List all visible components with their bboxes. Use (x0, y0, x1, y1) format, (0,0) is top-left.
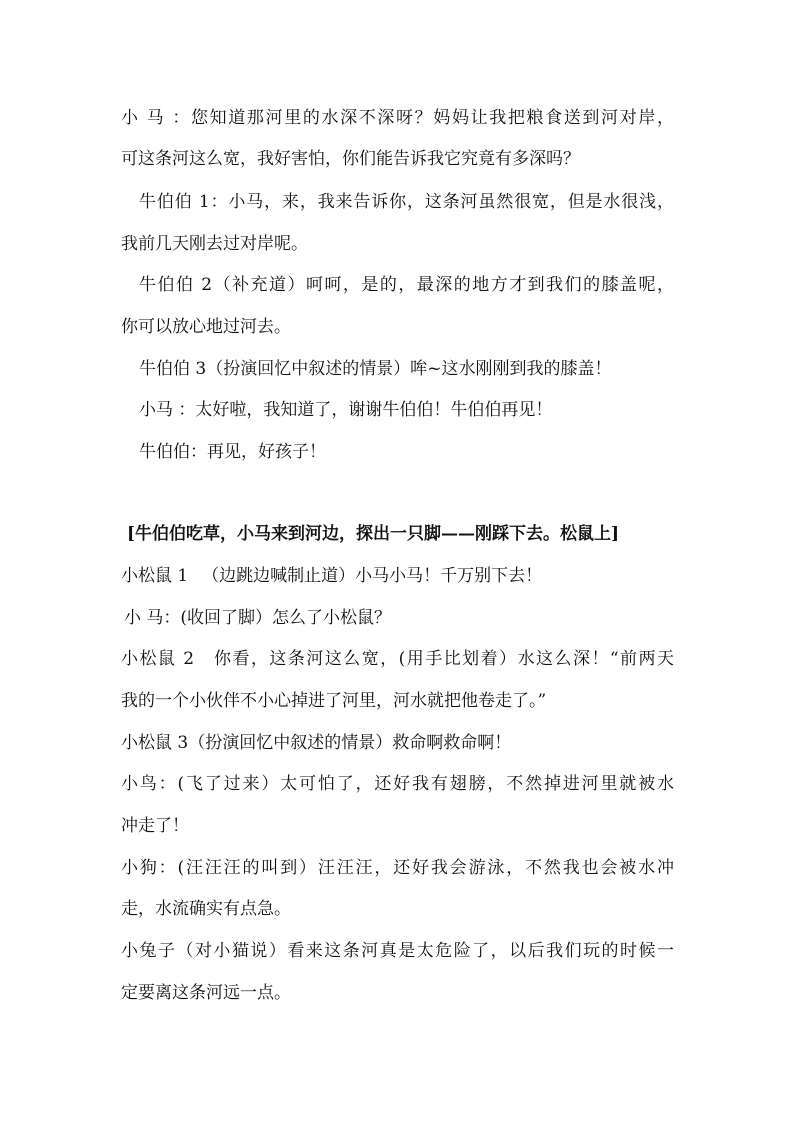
dialogue-line-squirrel-2: 小松鼠 2 你看，这条河这么宽，(用手比划着）水这么深！“前两天 (121, 649, 674, 669)
dialogue-line-ox-2-cont: 你可以放心地过河去。 (121, 317, 291, 337)
dialogue-line-ox-1: 牛伯伯 1：小马，来，我来告诉你，这条河虽然很宽，但是水很浅， (139, 192, 674, 212)
stage-direction: [牛伯伯吃草，小马来到河边，探出一只脚——刚踩下去。松鼠上] (127, 524, 620, 544)
dialogue-line-squirrel-2-cont: 我的一个小伙伴不小心掉进了河里，河水就把他卷走了。” (121, 691, 547, 711)
dialogue-line-pony-ask: 小 马：(收回了脚）怎么了小松鼠？ (124, 608, 392, 628)
dialogue-line-pony-thanks: 小马 ：太好啦，我知道了，谢谢牛伯伯！牛伯伯再见！ (139, 400, 553, 420)
dialogue-line-bird-cont: 冲走了！ (121, 816, 189, 836)
dialogue-line-rabbit: 小兔子（对小猫说）看来这条河真是太危险了，以后我们玩的时候一 (121, 941, 674, 961)
dialogue-line-ox-2: 牛伯伯 2（补充道）呵呵，是的，最深的地方才到我们的膝盖呢， (139, 275, 674, 295)
dialogue-line-bird: 小鸟：(飞了过来）太可怕了，还好我有翅膀，不然掉进河里就被水 (121, 774, 674, 794)
dialogue-line-squirrel-1: 小松鼠 1 （边跳边喊制止道）小马小马！千万别下去！ (121, 566, 543, 586)
dialogue-line-ox-3: 牛伯伯 3（扮演回忆中叙述的情景）哞~这水刚刚到我的膝盖！ (139, 359, 612, 379)
dialogue-line-pony-cont: 可这条河这么宽，我好害怕，你们能告诉我它究竟有多深吗？ (121, 149, 580, 169)
dialogue-line-rabbit-cont: 定要离这条河远一点。 (121, 983, 291, 1003)
dialogue-line-ox-1-cont: 我前几天刚去过对岸呢。 (121, 234, 308, 254)
dialogue-line-ox-goodbye: 牛伯伯：再见，好孩子！ (139, 442, 326, 462)
dialogue-line-dog: 小狗：(汪汪汪的叫到）汪汪汪，还好我会游泳，不然我也会被水冲 (121, 858, 674, 878)
dialogue-line-pony: 小 马 ：您知道那河里的水深不深呀？妈妈让我把粮食送到河对岸， (121, 108, 674, 128)
dialogue-line-dog-cont: 走，水流确实有点急。 (121, 899, 291, 919)
dialogue-line-squirrel-3: 小松鼠 3（扮演回忆中叙述的情景）救命啊救命啊！ (121, 733, 512, 753)
